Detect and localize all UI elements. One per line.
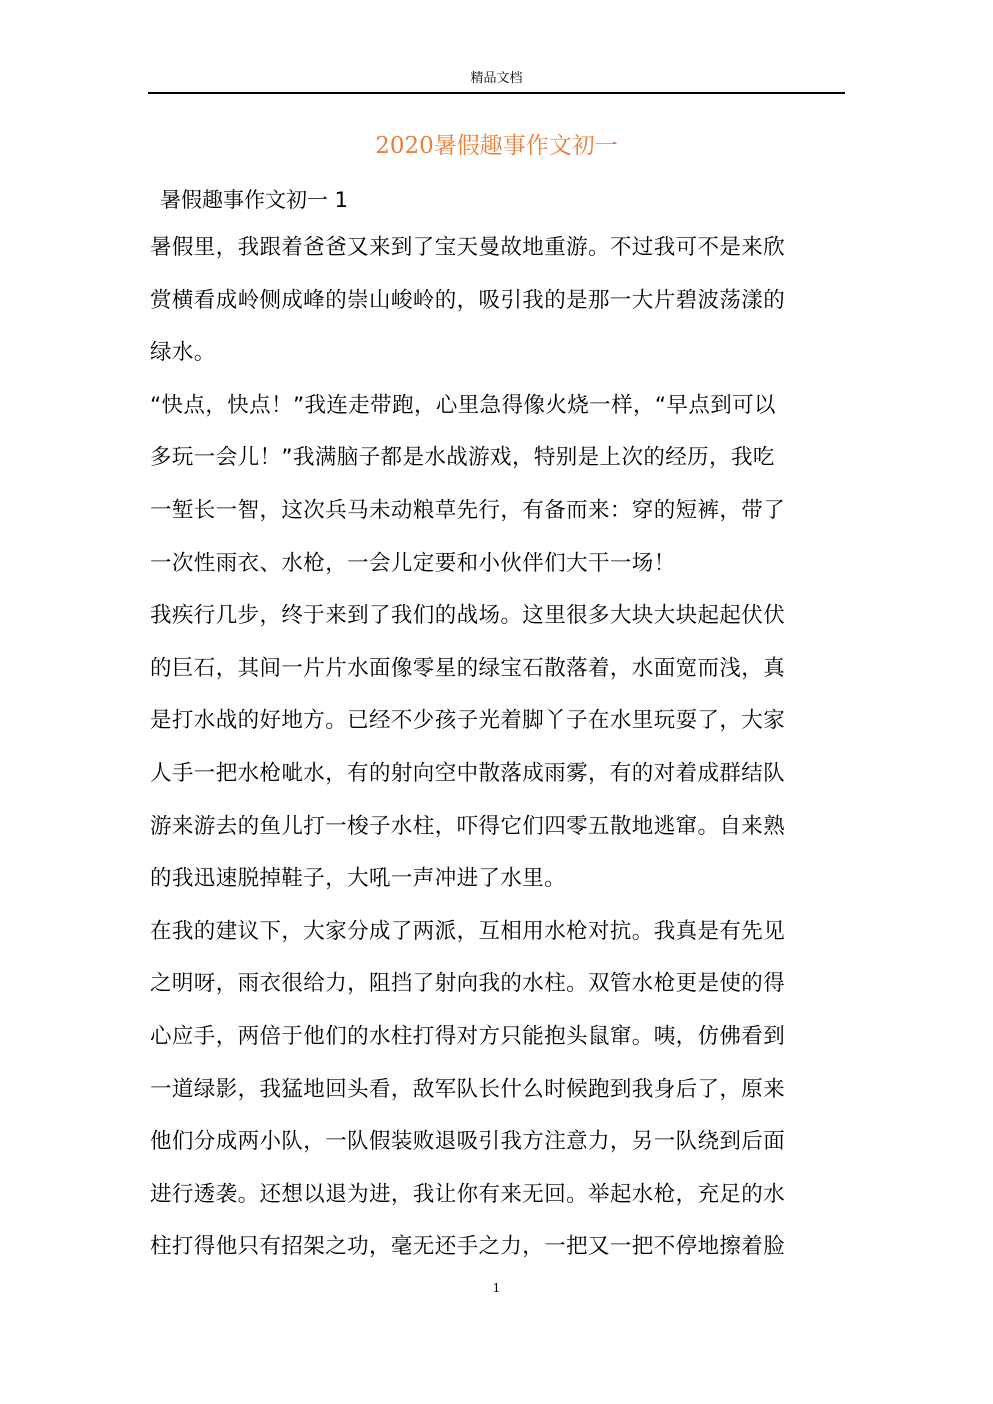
text-line: 一次性雨衣、水枪，一会儿定要和小伙伴们大干一场！ — [150, 550, 676, 576]
text-line: 进行透袭。还想以退为进，我让你有来无回。举起水枪，充足的水 — [150, 1181, 786, 1207]
document-body — [150, 230, 843, 1282]
text-line: 游来游去的鱼儿打一梭子水柱，吓得它们四零五散地逃窜。自来熟 — [150, 813, 786, 839]
text-line: 暑假里，我跟着爸爸又来到了宝天曼故地重游。不过我可不是来欣 — [150, 235, 786, 260]
text-line: 心应手，两倍于他们的水柱打得对方只能抱头鼠窜。咦，仿佛看到 — [150, 1023, 786, 1049]
text-line: 之明呀，雨衣很给力，阻挡了射向我的水柱。双管水枪更是使的得 — [150, 971, 786, 997]
page-header-text: 精品文档 — [470, 71, 523, 86]
page-number: 1 — [492, 1281, 501, 1295]
text-line: 一堑长一智，这次兵马未动粮草先行，有备而来：穿的短裤，带了 — [150, 497, 786, 523]
text-line: 柱打得他只有招架之功，毫无还手之力，一把又一把不停地擦着脸 — [150, 1234, 786, 1260]
text-line: 我疾行几步，终于来到了我们的战场。这里很多大块大块起起伏伏 — [150, 603, 786, 629]
text-line: “快点，快点！”我连走带跑，心里急得像火烧一样，“早点到可以 — [150, 392, 776, 418]
text-line: 在我的建议下，大家分成了两派，互相用水枪对抗。我真是有先见 — [150, 918, 786, 944]
header-divider — [148, 92, 845, 94]
text-line: 他们分成两小队，一队假装败退吸引我方注意力，另一队绕到后面 — [150, 1129, 786, 1155]
text-line: 是打水战的好地方。已经不少孩子光着脚丫子在水里玩耍了，大家 — [150, 708, 786, 734]
text-line: 的我迅速脱掉鞋子，大吼一声冲进了水里。 — [150, 866, 567, 892]
section-heading: 暑假趣事作文初一 1 — [160, 188, 349, 212]
text-line: 的巨石，其间一片片水面像零星的绿宝石散落着，水面宽而浅，真 — [150, 655, 786, 681]
text-line: 多玩一会儿！”我满脑子都是水战游戏，特别是上次的经历，我吃 — [150, 445, 775, 471]
text-line: 一道绿影，我猛地回头看，敌军队长什么时候跑到我身后了，原来 — [150, 1076, 786, 1102]
document-title: 2020暑假趣事作文初一 — [375, 133, 618, 159]
text-line: 人手一把水枪呲水，有的射向空中散落成雨雾，有的对着成群结队 — [150, 760, 786, 786]
text-line: 赏横看成岭侧成峰的崇山峻岭的，吸引我的是那一大片碧波荡漾的 — [150, 287, 786, 313]
text-line: 绿水。 — [150, 340, 216, 366]
